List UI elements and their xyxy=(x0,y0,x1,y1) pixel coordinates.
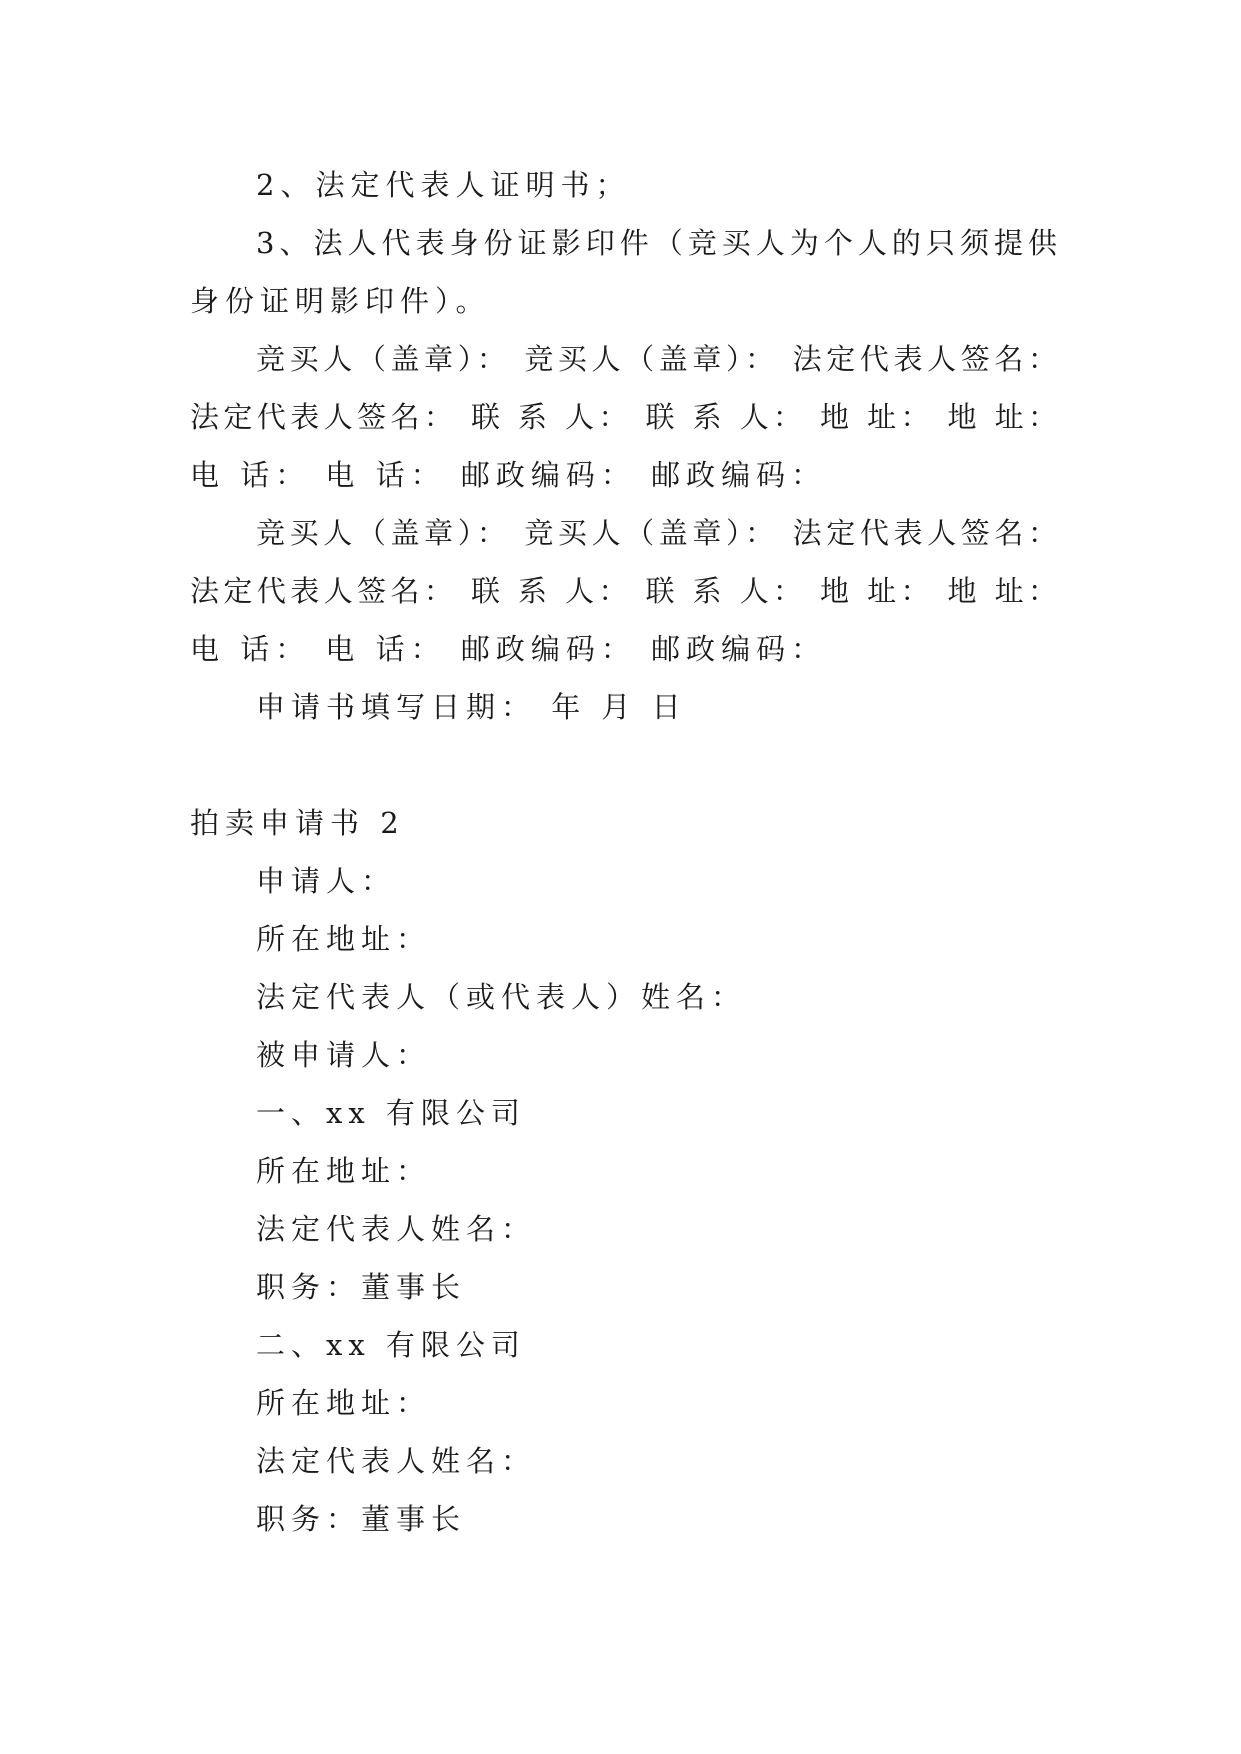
doc-line-bidder-block1-row2: 法定代表人签名： 联 系 人： 联 系 人： 地 址： 地 址： xyxy=(190,400,1061,434)
doc-line-respondent-1-rep-name: 法定代表人姓名： xyxy=(256,1212,537,1246)
doc-line-bidder-block1-row1: 竞买人（盖章）： 竞买人（盖章）： 法定代表人签名： xyxy=(256,342,1061,376)
doc-line-respondent-1-title: 职务：董事长 xyxy=(256,1270,467,1304)
doc-line-bidder-block2-row2: 法定代表人签名： 联 系 人： 联 系 人： 地 址： 地 址： xyxy=(190,574,1061,608)
doc-line-item-3-cont: 身份证明影印件）。 xyxy=(190,284,491,318)
doc-line-applicant-rep-name: 法定代表人（或代表人）姓名： xyxy=(256,980,747,1014)
doc-line-item-2: 2、法定代表人证明书； xyxy=(256,168,631,202)
doc-line-fill-date: 申请书填写日期： 年 月 日 xyxy=(256,690,687,724)
doc-section-heading: 拍卖申请书 2 xyxy=(190,806,405,840)
doc-line-bidder-block2-row1: 竞买人（盖章）： 竞买人（盖章）： 法定代表人签名： xyxy=(256,516,1061,550)
doc-line-respondent: 被申请人： xyxy=(256,1038,432,1072)
doc-line-respondent-2: 二、xx 有限公司 xyxy=(256,1328,526,1362)
doc-line-respondent-2-rep-name: 法定代表人姓名： xyxy=(256,1444,537,1478)
doc-line-respondent-2-title: 职务：董事长 xyxy=(256,1502,467,1536)
doc-line-item-3: 3、法人代表身份证影印件（竞买人为个人的只须提供 xyxy=(256,226,1061,260)
doc-line-bidder-block2-row3: 电 话： 电 话： 邮政编码： 邮政编码： xyxy=(190,632,827,666)
doc-line-respondent-2-address: 所在地址： xyxy=(256,1386,432,1420)
doc-line-respondent-1-address: 所在地址： xyxy=(256,1154,432,1188)
doc-line-bidder-block1-row3: 电 话： 电 话： 邮政编码： 邮政编码： xyxy=(190,458,827,492)
doc-line-respondent-1: 一、xx 有限公司 xyxy=(256,1096,526,1130)
doc-line-applicant: 申请人： xyxy=(256,864,397,898)
doc-line-applicant-address: 所在地址： xyxy=(256,922,432,956)
